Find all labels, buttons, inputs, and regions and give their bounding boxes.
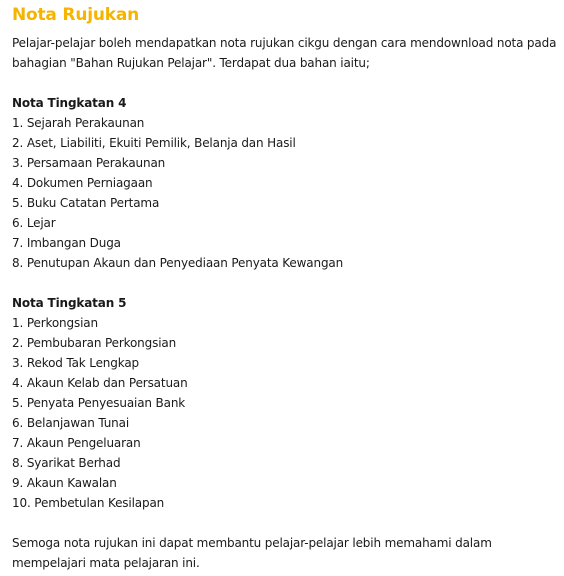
- list-item: 4. Akaun Kelab dan Persatuan: [12, 376, 188, 390]
- list-item: 7. Imbangan Duga: [12, 236, 121, 250]
- section-heading: Nota Tingkatan 5: [12, 296, 127, 310]
- list-item: 5. Penyata Penyesuaian Bank: [12, 396, 186, 410]
- notes-list: [12, 113, 564, 273]
- list-item: 2. Aset, Liabiliti, Ekuiti Pemilik, Belanja dan Hasil: [12, 136, 296, 150]
- list-item: 9. Akaun Kawalan: [12, 476, 117, 490]
- section-heading: Nota Tingkatan 4: [12, 96, 127, 110]
- list-item: 1. Sejarah Perakaunan: [12, 116, 145, 130]
- notes-list: [12, 313, 564, 513]
- list-item: 8. Syarikat Berhad: [12, 456, 121, 470]
- list-item: 6. Lejar: [12, 216, 56, 230]
- post-title: Nota Rujukan: [12, 5, 140, 25]
- list-item: 5. Buku Catatan Pertama: [12, 196, 160, 210]
- list-item: 1. Perkongsian: [12, 316, 98, 330]
- list-item: 6. Belanjawan Tunai: [12, 416, 130, 430]
- list-item: 2. Pembubaran Perkongsian: [12, 336, 177, 350]
- list-item: 7. Akaun Pengeluaran: [12, 436, 141, 450]
- section-form-5: [12, 293, 564, 513]
- section-form-4: [12, 93, 564, 273]
- list-item: 3. Persamaan Perakaunan: [12, 156, 166, 170]
- list-item: 4. Dokumen Perniagaan: [12, 176, 153, 190]
- list-item: 3. Rekod Tak Lengkap: [12, 356, 139, 370]
- closing-paragraph: Semoga nota rujukan ini dapat membantu pelajar-pelajar lebih memahami dalam mempelajari mata pelajaran ini.: [12, 536, 492, 570]
- intro-paragraph: Pelajar-pelajar boleh mendapatkan nota rujukan cikgu dengan cara mendownload nota pada bahagian "Bahan Rujukan Pelajar". Terdapat dua bahan iaitu;: [12, 36, 557, 70]
- list-item: 8. Penutupan Akaun dan Penyediaan Penyata Kewangan: [12, 256, 344, 270]
- list-item: 10. Pembetulan Kesilapan: [12, 496, 165, 510]
